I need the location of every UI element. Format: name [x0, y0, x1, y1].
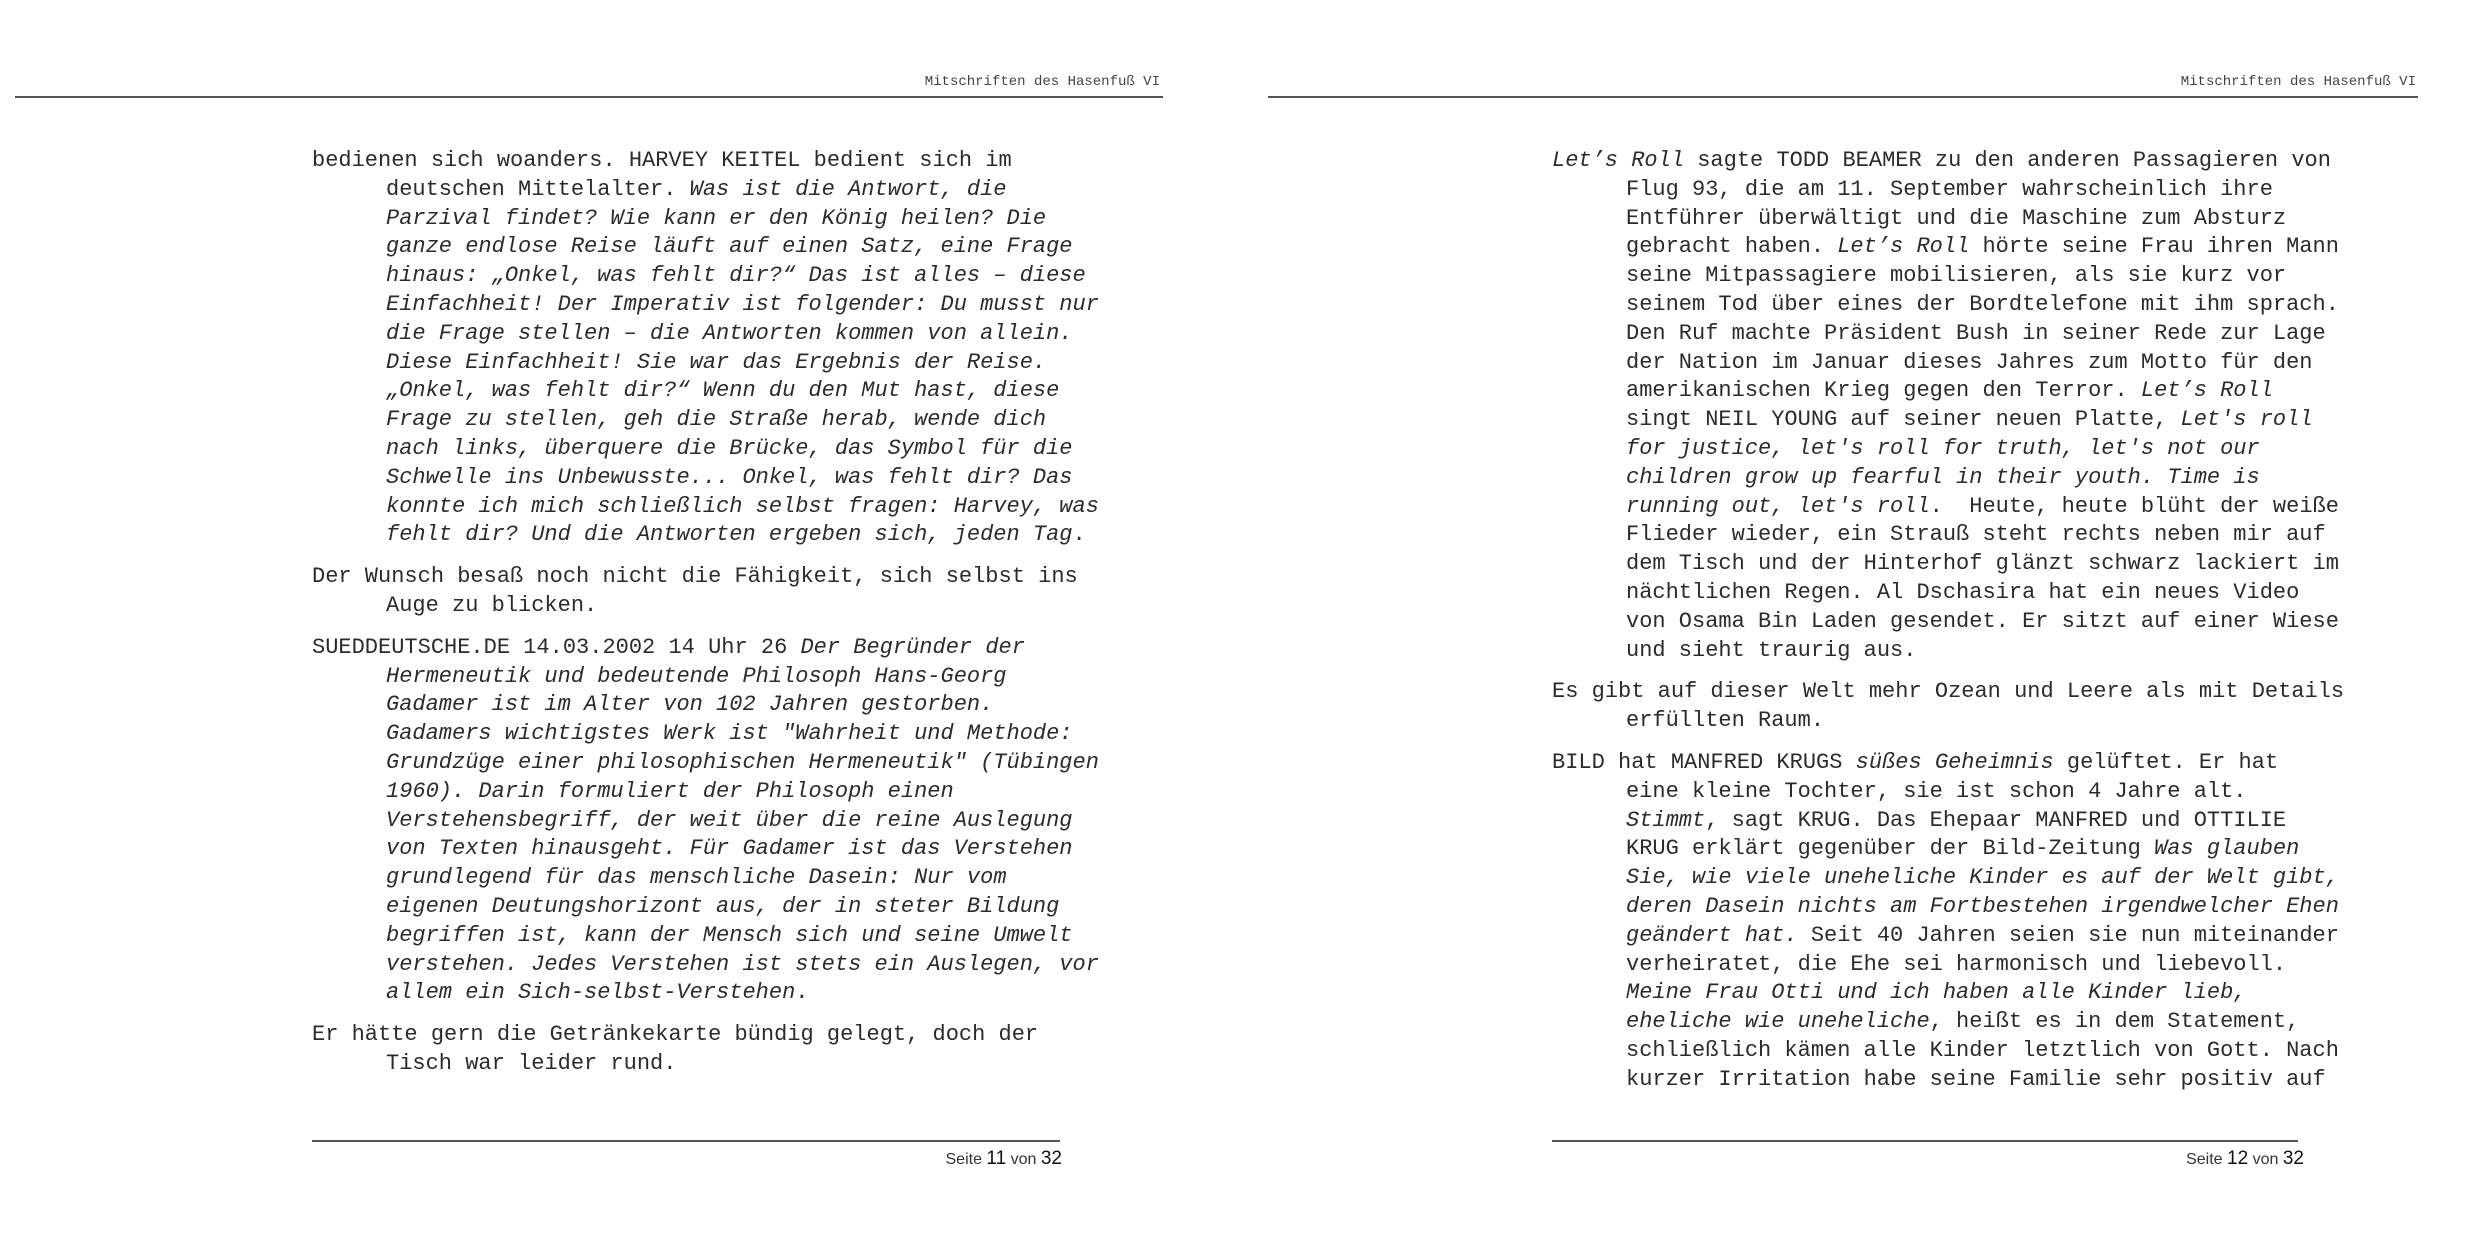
italic-text: deren Dasein nichts am Fortbestehen irgendwelcher Ehen — [1626, 893, 2339, 919]
text-line — [312, 1021, 1099, 1050]
of-label: von — [1010, 1151, 1037, 1168]
italic-text: Let’s Roll — [2140, 378, 2273, 404]
text-line — [1552, 349, 2344, 378]
text-line — [1552, 233, 2344, 262]
text-run: . Heute, heute blüht der weiße — [1929, 493, 2339, 519]
paragraph — [1552, 147, 2344, 665]
text-line — [1552, 464, 2344, 493]
italic-text: fehlt dir? Und die Antworten ergeben sich, jeden Tag — [386, 522, 1073, 548]
italic-text: Schwelle ins Unbewusste... Onkel, was fehlt dir? Das — [386, 464, 1073, 490]
text-line — [312, 464, 1099, 493]
text-run: . — [1072, 522, 1086, 548]
italic-text: Diese Einfachheit! Sie war das Ergebnis der Reise. — [386, 349, 1047, 375]
text-run: Der Wunsch besaß noch nicht die Fähigkeit, sich selbst ins — [312, 564, 1078, 590]
text-line — [1552, 979, 2344, 1008]
text-line — [1552, 262, 2344, 291]
text-line — [312, 922, 1099, 951]
page-number — [946, 1148, 1063, 1170]
text-line — [1552, 550, 2344, 579]
italic-text: „Onkel, was fehlt dir?“ Wenn du den Mut hast, diese — [386, 378, 1060, 404]
footer-rule — [312, 1140, 1060, 1142]
text-line — [1552, 707, 2344, 736]
text-line — [1552, 1037, 2344, 1066]
text-line — [312, 233, 1099, 262]
text-line — [312, 320, 1099, 349]
italic-text: Stimmt — [1626, 807, 1706, 833]
italic-text: Verstehensbegriff, der weit über die reine Auslegung — [386, 807, 1073, 833]
italic-text: Parzival findet? Wie kann er den König heilen? Die — [386, 205, 1047, 231]
italic-text: Hermeneutik und bedeutende Philosoph Hans-Georg — [386, 663, 1007, 689]
text-line — [312, 205, 1099, 234]
text-line — [312, 1050, 1099, 1079]
text-line — [1552, 893, 2344, 922]
text-line — [312, 176, 1099, 205]
italic-text: 1960). Darin formuliert der Philosoph einen — [386, 778, 954, 804]
italic-text: von Texten hinausgeht. Für Gadamer ist das Verstehen — [386, 836, 1073, 862]
page-number — [2186, 1148, 2304, 1170]
text-line — [312, 262, 1099, 291]
italic-text: Let’s Roll — [1837, 234, 1970, 260]
italic-text: Meine Frau Otti und ich haben alle Kinder lieb, — [1626, 980, 2247, 1006]
text-run: sagte TODD BEAMER zu den anderen Passagieren von — [1684, 148, 2331, 173]
text-run: Tisch war leider rund. — [386, 1050, 677, 1076]
italic-text: allem ein Sich-selbst-Verstehen — [386, 980, 796, 1006]
text-run: erfüllten Raum. — [1626, 708, 1825, 734]
text-run: . — [795, 980, 809, 1006]
text-run: Auge zu blicken. — [386, 592, 598, 618]
text-line — [1552, 291, 2344, 320]
text-line — [312, 893, 1099, 922]
page-label: Seite — [945, 1151, 982, 1168]
text-line — [312, 563, 1099, 592]
paragraph — [312, 147, 1099, 550]
text-line — [1552, 678, 2344, 707]
header-rule — [15, 96, 1163, 98]
text-run: schließlich kämen alle Kinder letztlich von Gott. Nach — [1626, 1037, 2339, 1063]
italic-text: nach links, überquere die Brücke, das Symbol für die — [386, 435, 1073, 461]
total-pages-number: 32 — [1040, 1148, 1062, 1169]
text-line — [1552, 493, 2344, 522]
text-line — [312, 864, 1099, 893]
text-run: und sieht traurig aus. — [1626, 637, 1917, 663]
text-run: gelüftet. Er hat — [2053, 749, 2279, 775]
text-line — [312, 349, 1099, 378]
text-run: bedienen sich woanders. HARVEY KEITEL bedient sich im — [312, 148, 1012, 173]
text-run: Den Ruf machte Präsident Bush in seiner Rede zur Lage — [1626, 320, 2326, 346]
text-line — [312, 521, 1099, 550]
text-line — [312, 291, 1099, 320]
italic-text: eheliche wie uneheliche — [1626, 1009, 1930, 1035]
text-run: dem Tisch und der Hinterhof glänzt schwarz lackiert im — [1626, 551, 2339, 577]
text-line — [1552, 205, 2344, 234]
text-line — [312, 406, 1099, 435]
text-run: nächtlichen Regen. Al Dschasira hat ein neues Video — [1626, 579, 2300, 605]
text-run: singt NEIL YOUNG auf seiner neuen Platte, — [1626, 407, 2181, 433]
paragraph — [312, 634, 1099, 1008]
text-line — [312, 778, 1099, 807]
paragraph — [312, 1021, 1099, 1079]
running-head: Mitschriften des Hasenfuß VI — [2180, 74, 2416, 90]
text-line — [1552, 406, 2344, 435]
text-run: seinem Tod über eines der Bordtelefone mit ihm sprach. — [1626, 291, 2339, 317]
text-line — [1552, 778, 2344, 807]
text-line — [312, 377, 1099, 406]
running-head: Mitschriften des Hasenfuß VI — [924, 74, 1160, 90]
header-rule — [1268, 96, 2418, 98]
text-run: gebracht haben. — [1626, 234, 1838, 260]
text-line — [312, 951, 1099, 980]
italic-text: hinaus: „Onkel, was fehlt dir?“ Das ist alles – diese — [386, 263, 1086, 289]
italic-text: die Frage stellen – die Antworten kommen von allein. — [386, 320, 1073, 346]
text-run: der Nation im Januar dieses Jahres zum Motto für den — [1626, 349, 2313, 375]
italic-text: Gadamer ist im Alter von 102 Jahren gestorben. — [386, 692, 994, 718]
italic-text: begriffen ist, kann der Mensch sich und seine Umwelt — [386, 922, 1073, 948]
text-line — [312, 807, 1099, 836]
page-label: Seite — [2186, 1151, 2223, 1168]
italic-text: Let's roll — [2180, 407, 2313, 433]
text-line — [312, 147, 1099, 176]
text-run: Entführer überwältigt und die Maschine zum Absturz — [1626, 205, 2287, 231]
text-line — [1552, 521, 2344, 550]
text-run: , sagt KRUG. Das Ehepaar MANFRED und OTTILIE — [1705, 807, 2287, 833]
italic-text: verstehen. Jedes Verstehen ist stets ein Auslegen, vor — [386, 951, 1099, 977]
text-run: kurzer Irritation habe seine Familie sehr positiv auf — [1626, 1066, 2326, 1092]
italic-text: Einfachheit! Der Imperativ ist folgender: Du musst nur — [386, 291, 1099, 317]
text-line — [312, 435, 1099, 464]
text-line — [1552, 176, 2344, 205]
text-run: hörte seine Frau ihren Mann — [1969, 234, 2339, 260]
text-line — [312, 979, 1099, 1008]
text-line — [1552, 579, 2344, 608]
footer-rule — [1552, 1140, 2298, 1142]
current-page-number: 11 — [986, 1148, 1007, 1169]
text-run: , heißt es in dem Statement, — [1929, 1009, 2300, 1035]
italic-text: Grundzüge einer philosophischen Hermeneutik" (Tübingen — [386, 749, 1099, 775]
text-run: von Osama Bin Laden gesendet. Er sitzt auf einer Wiese — [1626, 608, 2339, 634]
text-run: amerikanischen Krieg gegen den Terror. — [1626, 378, 2141, 404]
italic-text: eigenen Deutungshorizont aus, der in steter Bildung — [386, 893, 1060, 919]
text-line — [1552, 377, 2344, 406]
text-run: KRUG erklärt gegenüber der Bild-Zeitung — [1626, 836, 2155, 862]
text-run: SUEDDEUTSCHE.DE 14.03.2002 14 Uhr 26 — [312, 634, 801, 660]
text-line — [312, 663, 1099, 692]
of-label: von — [2252, 1151, 2279, 1168]
text-line — [1552, 922, 2344, 951]
text-line — [1552, 951, 2344, 980]
italic-text: Der Begründer der — [800, 634, 1025, 660]
text-run: seine Mitpassagiere mobilisieren, als sie kurz vor — [1626, 263, 2287, 289]
text-line — [1552, 749, 2344, 778]
text-line — [1552, 835, 2344, 864]
text-line — [312, 691, 1099, 720]
text-line — [1552, 435, 2344, 464]
italic-text: Gadamers wichtigstes Werk ist "Wahrheit und Methode: — [386, 721, 1073, 747]
text-line — [312, 592, 1099, 621]
text-line — [312, 720, 1099, 749]
text-run: eine kleine Tochter, sie ist schon 4 Jahre alt. — [1626, 778, 2247, 804]
text-run: Flug 93, die am 11. September wahrscheinlich ihre — [1626, 176, 2273, 202]
page-body — [312, 147, 1099, 1092]
italic-text: Was glauben — [2154, 836, 2300, 862]
text-line — [1552, 147, 2344, 176]
text-line — [1552, 637, 2344, 666]
italic-text: Frage zu stellen, geh die Straße herab, wende dich — [386, 407, 1047, 433]
text-line — [1552, 1066, 2344, 1095]
italic-text: for justice, let's roll for truth, let's not our — [1626, 435, 2260, 461]
italic-text: Sie, wie viele uneheliche Kinder es auf der Welt gibt, — [1626, 865, 2339, 891]
italic-text: geändert hat. — [1626, 922, 1798, 948]
italic-text: grundlegend für das menschliche Dasein: Nur vom — [386, 865, 1007, 891]
italic-text: children grow up fearful in their youth. Time is — [1626, 464, 2260, 490]
text-line — [1552, 807, 2344, 836]
text-run: Er hätte gern die Getränkekarte bündig gelegt, doch der — [312, 1022, 1039, 1048]
text-line — [1552, 608, 2344, 637]
text-line — [312, 835, 1099, 864]
italic-text: konnte ich mich schließlich selbst fragen: Harvey, was — [386, 493, 1099, 519]
italic-text: running out, let's roll — [1626, 493, 1930, 519]
text-line — [312, 493, 1099, 522]
text-run: BILD hat MANFRED KRUGS — [1552, 749, 1856, 775]
current-page-number: 12 — [2227, 1148, 2249, 1169]
text-run: deutschen Mittelalter. — [386, 176, 690, 202]
italic-text: Let’s Roll — [1552, 148, 1685, 173]
page-body — [1552, 147, 2344, 1108]
text-line — [1552, 864, 2344, 893]
text-run: Flieder wieder, ein Strauß steht rechts neben mir auf — [1626, 522, 2326, 548]
paragraph — [312, 563, 1099, 621]
paragraph — [1552, 749, 2344, 1095]
text-run: verheiratet, die Ehe sei harmonisch und liebevoll. — [1626, 951, 2287, 977]
text-line — [1552, 1008, 2344, 1037]
paragraph — [1552, 678, 2344, 736]
text-line — [312, 749, 1099, 778]
right-page — [1240, 0, 2480, 1240]
text-line — [312, 634, 1099, 663]
text-run: Es gibt auf dieser Welt mehr Ozean und Leere als mit Details — [1552, 679, 2345, 705]
total-pages-number: 32 — [2282, 1148, 2304, 1169]
text-run: Seit 40 Jahren seien sie nun miteinander — [1797, 922, 2339, 948]
italic-text: süßes Geheimnis — [1855, 749, 2054, 775]
italic-text: ganze endlose Reise läuft auf einen Satz, eine Frage — [386, 234, 1073, 260]
text-line — [1552, 320, 2344, 349]
italic-text: Was ist die Antwort, die — [689, 176, 1007, 202]
